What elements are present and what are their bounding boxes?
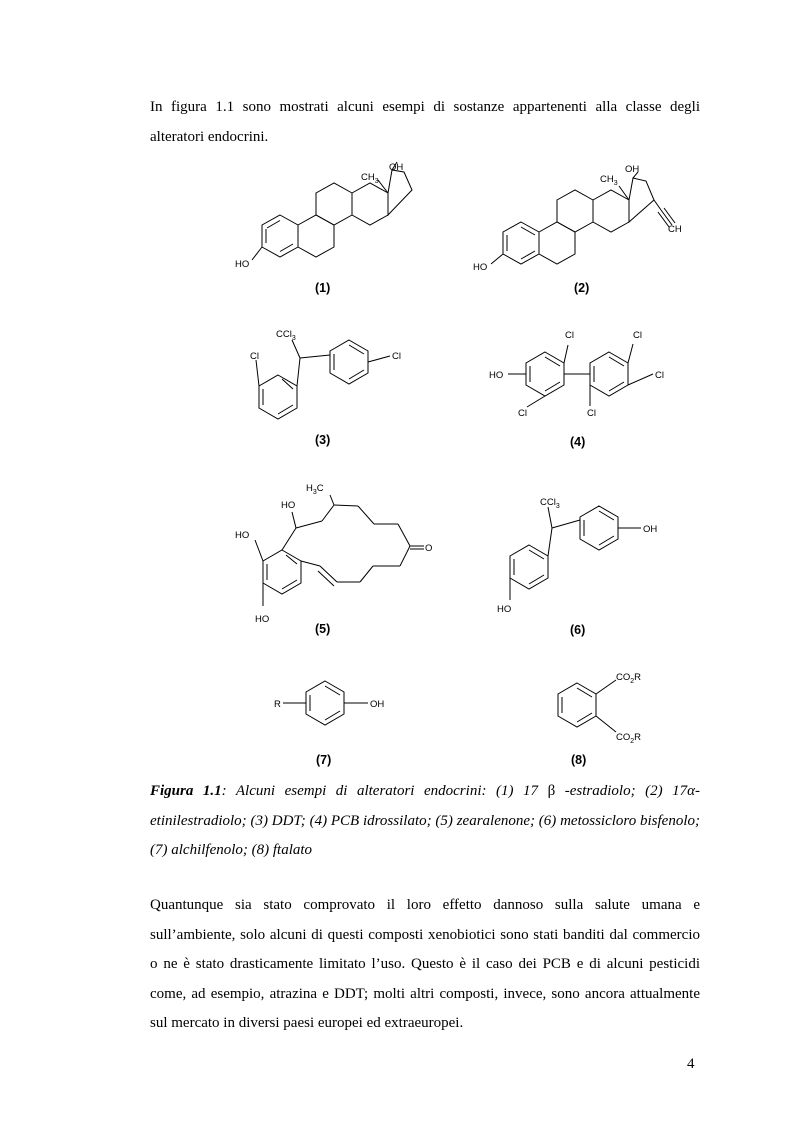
compound-6-structure [510,506,641,600]
compound-6-number: (6) [570,623,586,637]
co2r-label: $CO_2R$ [616,672,642,685]
co2r-label: $CO_2R$ [616,732,642,745]
ccl3-label: CCl$_3$ [276,329,296,342]
compound-2-number: (2) [574,281,590,295]
compound-1-number: (1) [315,281,331,295]
compound-3-number: (3) [315,433,331,447]
figure-caption [150,777,700,866]
ho-label: HO [235,259,250,270]
cl-label: Cl [655,370,664,381]
cl-label: Cl [633,330,642,341]
compound-7-number: (7) [316,753,332,767]
compound-4-number: (4) [570,435,586,449]
ch3-label: $CH_3$ [600,174,618,187]
caption-label: Figura 1.1 [150,783,222,799]
caption-text: -estradiolo; (2) 17 [555,783,688,799]
compound-8-structure [558,680,616,732]
ho-label: HO [497,604,512,615]
oh-label: OH [643,524,658,535]
alpha-symbol: α [687,783,695,799]
oh-label: OH [625,164,640,175]
compound-7-structure [283,681,368,725]
compound-3-structure [256,340,390,419]
cl-label: Cl [518,408,527,419]
cl-label: Cl [392,351,401,362]
ho-label: HO [489,370,504,381]
ch-label: CH [668,224,682,235]
o-label: O [425,543,433,554]
caption-text: : Alcuni esempi di alteratori endocrini: (1) 17 [221,783,548,799]
compound-1-structure [252,162,412,260]
ho-label: HO [473,262,488,273]
ho-label: HO [281,500,296,511]
ho-label: HO [235,530,250,541]
compound-5-structure [255,495,424,606]
cl-label: Cl [587,408,596,419]
oh-label: OH [370,699,385,710]
figure-1-1 [0,150,793,770]
caption-text: -etinilestradiolo; (3) DDT; (4) PCB idrossilato; (5) zearalenone; (6) metossicloro bisfenolo; (7) alchilfenolo; (8) ftalato [150,783,700,858]
oh-label: OH [389,162,404,173]
r-label: R [274,699,281,710]
cl-label: Cl [250,351,259,362]
cl-label: Cl [565,330,574,341]
compound-8-number: (8) [571,753,587,767]
intro-paragraph: In figura 1.1 sono mostrati alcuni esempi di sostanze appartenenti alla classe degli alteratori endocrini. [150,99,700,145]
compound-4-structure [508,344,653,407]
body-paragraph: Quantunque sia stato comprovato il loro effetto dannoso sulla salute umana e sull’ambiente, solo alcuni di questi composti xenobiotici sono stati banditi dal commercio o ne è stato drasticamente limitato l’uso. Questo è il caso dei PCB e di alcuni pesticidi come, ad esempio, atrazina e DDT; molti altri composti, invece, sono ancora attualmente sul mercato in diversi paesi europei ed extraeuropei. [150,897,700,1031]
compound-2-structure [491,172,675,264]
compound-5-number: (5) [315,622,331,636]
page-number: 4 [687,1056,695,1072]
beta-symbol: β [547,783,556,799]
h3c-label: $H_3C$ [306,483,324,496]
ch3-label: $CH_3$ [361,172,379,185]
ccl3-label: CCl$_3$ [540,497,560,510]
ho-label: HO [255,614,270,625]
